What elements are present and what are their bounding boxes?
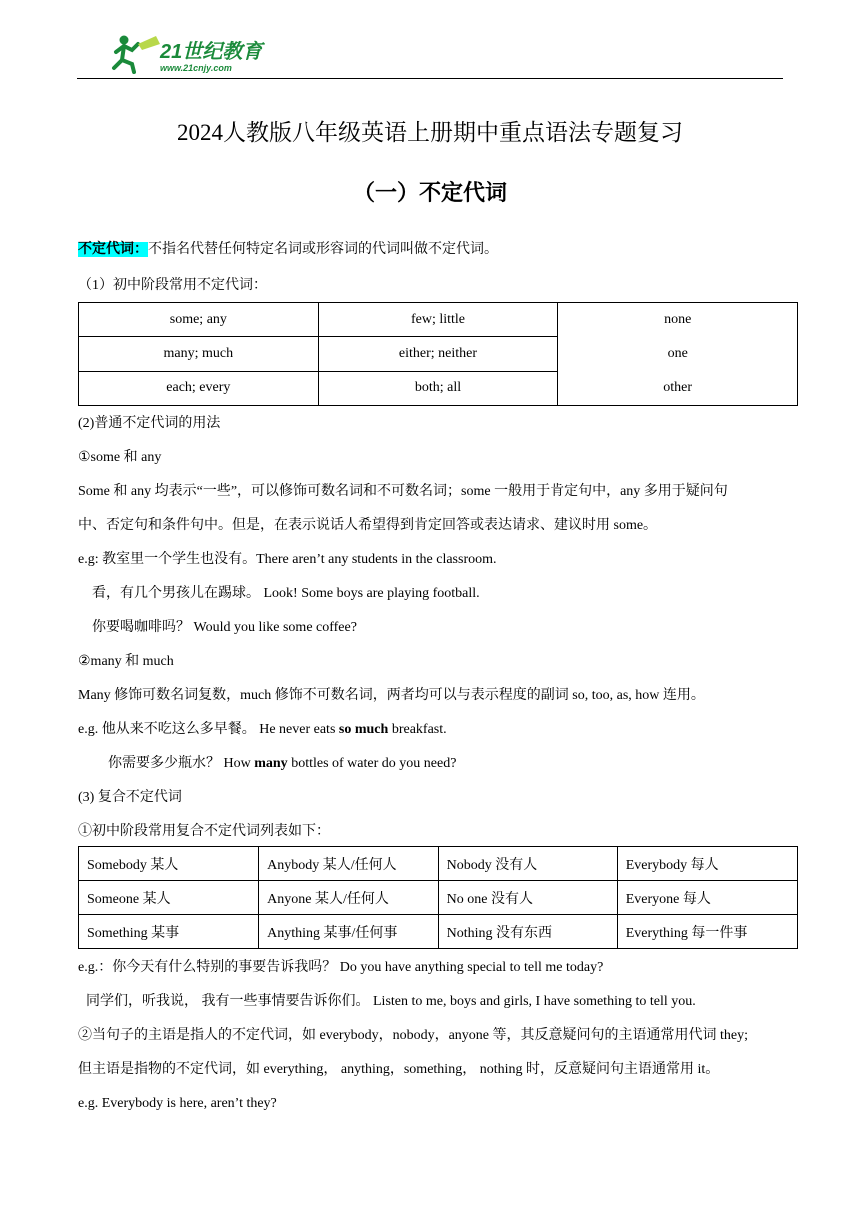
definition-term: 不定代词： [78, 242, 148, 257]
section1-heading: （1）初中阶段常用不定代词： [78, 278, 267, 293]
example-line [78, 720, 447, 740]
example-line: 看，有几个男孩儿在踢球。 Look! Some boys are playing football. [92, 586, 480, 601]
example-line [108, 754, 456, 774]
table-cell: either; neither [318, 337, 558, 371]
definition-text: 不指名代替任何特定名词或形容词的代词叫做不定代词。 [148, 242, 498, 257]
compound-pronoun-table [78, 846, 798, 949]
table-cell: Everybody 每人 [617, 847, 797, 881]
example-line: e.g.：你今天有什么特别的事要告诉我吗？ Do you have anything special to tell me today? [78, 960, 604, 975]
example-line: e.g: 教室里一个学生也没有。There aren’t any students in the classroom. [78, 552, 497, 567]
table-cell: Someone 某人 [79, 881, 259, 915]
example-emphasis: many [254, 756, 288, 771]
table-cell: Nothing 没有东西 [438, 915, 617, 949]
table-cell: No one 没有人 [438, 881, 617, 915]
table-cell-merged [558, 303, 798, 406]
example-text: e.g. 他从来不吃这么多早餐。 He never eats [78, 722, 339, 737]
table-cell: some; any [79, 303, 319, 337]
section3-heading: (3) 复合不定代词 [78, 790, 182, 805]
example-line: 你要喝咖啡吗？ Would you like some coffee? [92, 620, 357, 635]
table-cell: Everyone 每人 [617, 881, 797, 915]
table-cell: Anybody 某人/任何人 [259, 847, 439, 881]
table-cell: Something 某事 [79, 915, 259, 949]
table-row [79, 881, 798, 915]
example-text: breakfast. [388, 722, 447, 737]
table-row [79, 847, 798, 881]
example-line: 同学们，听我说， 我有一些事情要告诉你们。 Listen to me, boys and girls, I have something to tell you. [86, 994, 696, 1009]
compound-intro: ①初中阶段常用复合不定代词列表如下： [78, 824, 330, 839]
merged-item: other [663, 380, 693, 395]
table-cell: Nobody 没有人 [438, 847, 617, 881]
runner-icon [114, 36, 160, 73]
table-cell: each; every [79, 371, 319, 405]
table-cell: Somebody 某人 [79, 847, 259, 881]
many-much-heading: ②many 和 much [78, 654, 174, 669]
paragraph: ②当句子的主语是指人的不定代词，如 everybody，nobody，anyone 等，其反意疑问句的主语通常用代词 they; [78, 1028, 749, 1043]
definition-line [78, 240, 498, 260]
logo-text: 21世纪教育 [160, 41, 263, 63]
table-cell: many; much [79, 337, 319, 371]
logo-url: www.21cnjy.com [160, 63, 232, 73]
table-row [79, 915, 798, 949]
paragraph: Some 和 any 均表示“一些”，可以修饰可数名词和不可数名词；some 一般用于肯定句中，any 多用于疑问句 [78, 484, 728, 499]
pronoun-table [78, 302, 798, 406]
example-line: e.g. Everybody is here, aren’t they? [78, 1096, 277, 1111]
example-emphasis: so much [338, 722, 389, 737]
paragraph: Many 修饰可数名词复数，much 修饰不可数名词，两者均可以与表示程度的副词 so, too, as, how 连用。 [78, 688, 705, 703]
table-row [79, 303, 798, 337]
table-cell: few; little [318, 303, 558, 337]
table-cell: Anything 某事/任何事 [259, 915, 439, 949]
some-any-heading: ①some 和 any [78, 450, 162, 465]
section2-heading: (2)普通不定代词的用法 [78, 416, 221, 431]
paragraph: 中、否定句和条件句中。但是，在表示说话人希望得到肯定回答或表达请求、建议时用 some。 [78, 518, 658, 533]
merged-item: one [667, 346, 688, 361]
logo-21cnjy [108, 30, 278, 76]
paragraph: 但主语是指物的不定代词，如 everything， anything，something， nothing 时，反意疑问句主语通常用 it。 [78, 1062, 720, 1077]
page-title: 2024人教版八年级英语上册期中重点语法专题复习 [177, 120, 683, 145]
table-cell: both; all [318, 371, 558, 405]
merged-item: none [664, 312, 692, 327]
section-title: （一）不定代词 [352, 180, 507, 205]
header-rule [77, 78, 783, 79]
table-cell: Everything 每一件事 [617, 915, 797, 949]
table-cell: Anyone 某人/任何人 [259, 881, 439, 915]
example-text: 你需要多少瓶水？ How [108, 756, 255, 771]
example-text: bottles of water do you need? [287, 756, 457, 771]
